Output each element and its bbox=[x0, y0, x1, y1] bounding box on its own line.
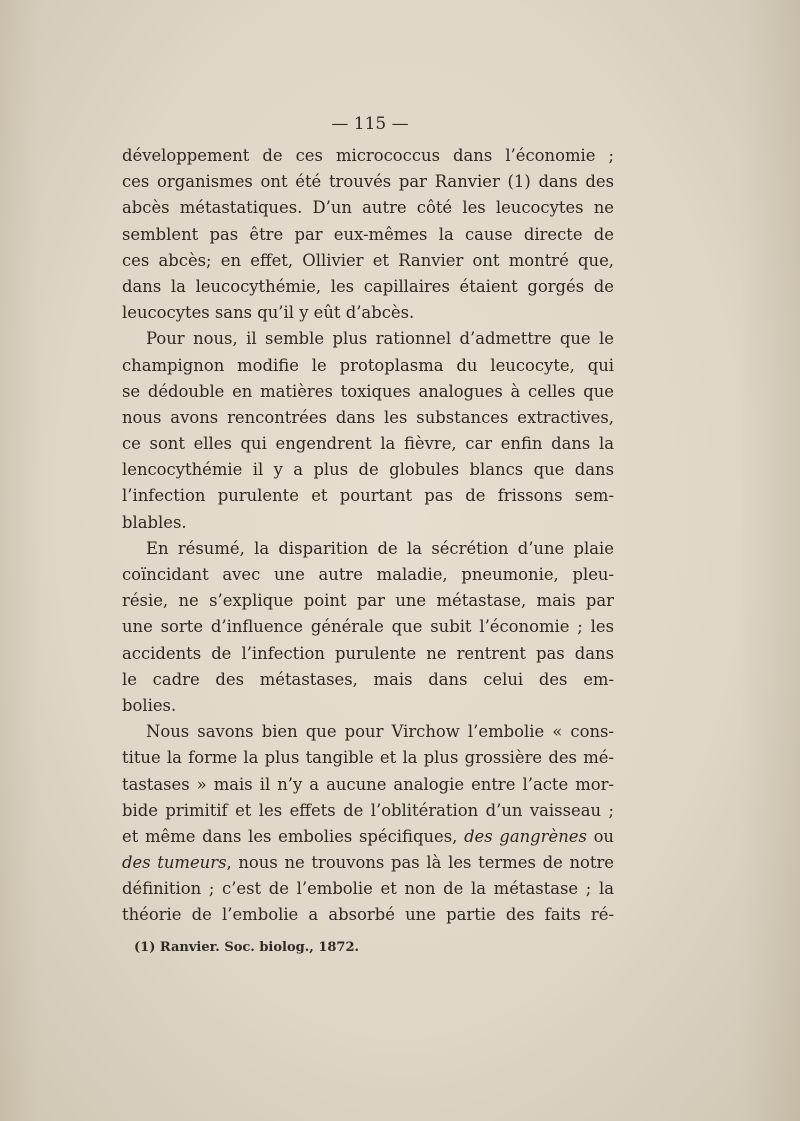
text-line: nous avons rencontrées dans les substances extractives, bbox=[122, 407, 614, 427]
text-line-mixed bbox=[122, 850, 614, 876]
text-line: coïncidant avec une autre maladie, pneumonie, pleu- bbox=[122, 565, 614, 584]
text-line: résie, ne s’explique point par une métastase, mais par bbox=[122, 591, 614, 611]
text-line: lencocythémie il y a plus de globules blancs que dans bbox=[122, 460, 614, 480]
text-line: le cadre des métastases, mais dans celui des em- bbox=[122, 669, 614, 689]
text-line: titue la forme la plus tangible et la plus grossière des mé- bbox=[122, 748, 614, 768]
italic-segment: des gangrènes bbox=[464, 826, 587, 846]
italic-segment: des tumeurs bbox=[122, 853, 227, 873]
text-line: En résumé, la disparition de la sécrétion d’une plaie bbox=[146, 538, 614, 558]
text-line: développement de ces micrococcus dans l’économie ; bbox=[122, 146, 614, 165]
text-line: Nous savons bien que pour Virchow l’embolie « cons- bbox=[146, 722, 614, 742]
text-line: se dédouble en matières toxiques analogues à celles que bbox=[122, 381, 614, 401]
text-line: ce sont elles qui engendrent la fièvre, car enfin dans la bbox=[122, 434, 614, 454]
page-number: — 115 — bbox=[331, 114, 409, 134]
text-line: Pour nous, il semble plus rationnel d’admettre que le bbox=[146, 329, 614, 349]
text-line: théorie de l’embolie a absorbé une partie des faits ré- bbox=[122, 905, 614, 925]
footnote: (1) Ranvier. Soc. biolog., 1872. bbox=[134, 940, 360, 955]
text-line: accidents de l’infection purulente ne rentrent pas dans bbox=[122, 643, 614, 663]
text-line-mixed bbox=[122, 824, 614, 850]
text-line: ces organismes ont été trouvés par Ranvier (1) dans des bbox=[122, 172, 614, 192]
text-segment: ou bbox=[586, 826, 614, 846]
body-text bbox=[122, 143, 614, 929]
text-line: leucocytes sans qu’il y eût d’abcès. bbox=[122, 303, 415, 323]
page-edge-shadow-right bbox=[740, 0, 800, 1121]
text-line: dans la leucocythémie, les capillaires étaient gorgés de bbox=[122, 276, 614, 296]
text-line: abcès métastatiques. D’un autre côté les leucocytes ne bbox=[122, 198, 614, 218]
text-line: une sorte d’influence générale que subit l’économie ; les bbox=[122, 617, 614, 637]
text-line: définition ; c’est de l’embolie et non de la métastase ; la bbox=[122, 879, 614, 899]
text-line: semblent pas être par eux-mêmes la cause directe de bbox=[122, 224, 614, 244]
page-edge-shadow-left bbox=[0, 0, 40, 1121]
text-line: bolies. bbox=[122, 695, 177, 715]
text-line: bide primitif et les effets de l’oblitération d’un vaisseau ; bbox=[122, 800, 614, 820]
text-segment: et même dans les embolies spécifiques, bbox=[122, 826, 458, 846]
text-line: l’infection purulente et pourtant pas de frissons sem- bbox=[122, 486, 614, 506]
text-line: ces abcès; en effet, Ollivier et Ranvier ont montré que, bbox=[122, 250, 614, 270]
text-line: blables. bbox=[122, 512, 187, 532]
text-line: champignon modifie le protoplasma du leucocyte, qui bbox=[122, 355, 614, 375]
text-line: tastases » mais il n’y a aucune analogie entre l’acte mor- bbox=[122, 774, 614, 794]
text-segment: , nous ne trouvons pas là les termes de notre bbox=[226, 853, 614, 873]
